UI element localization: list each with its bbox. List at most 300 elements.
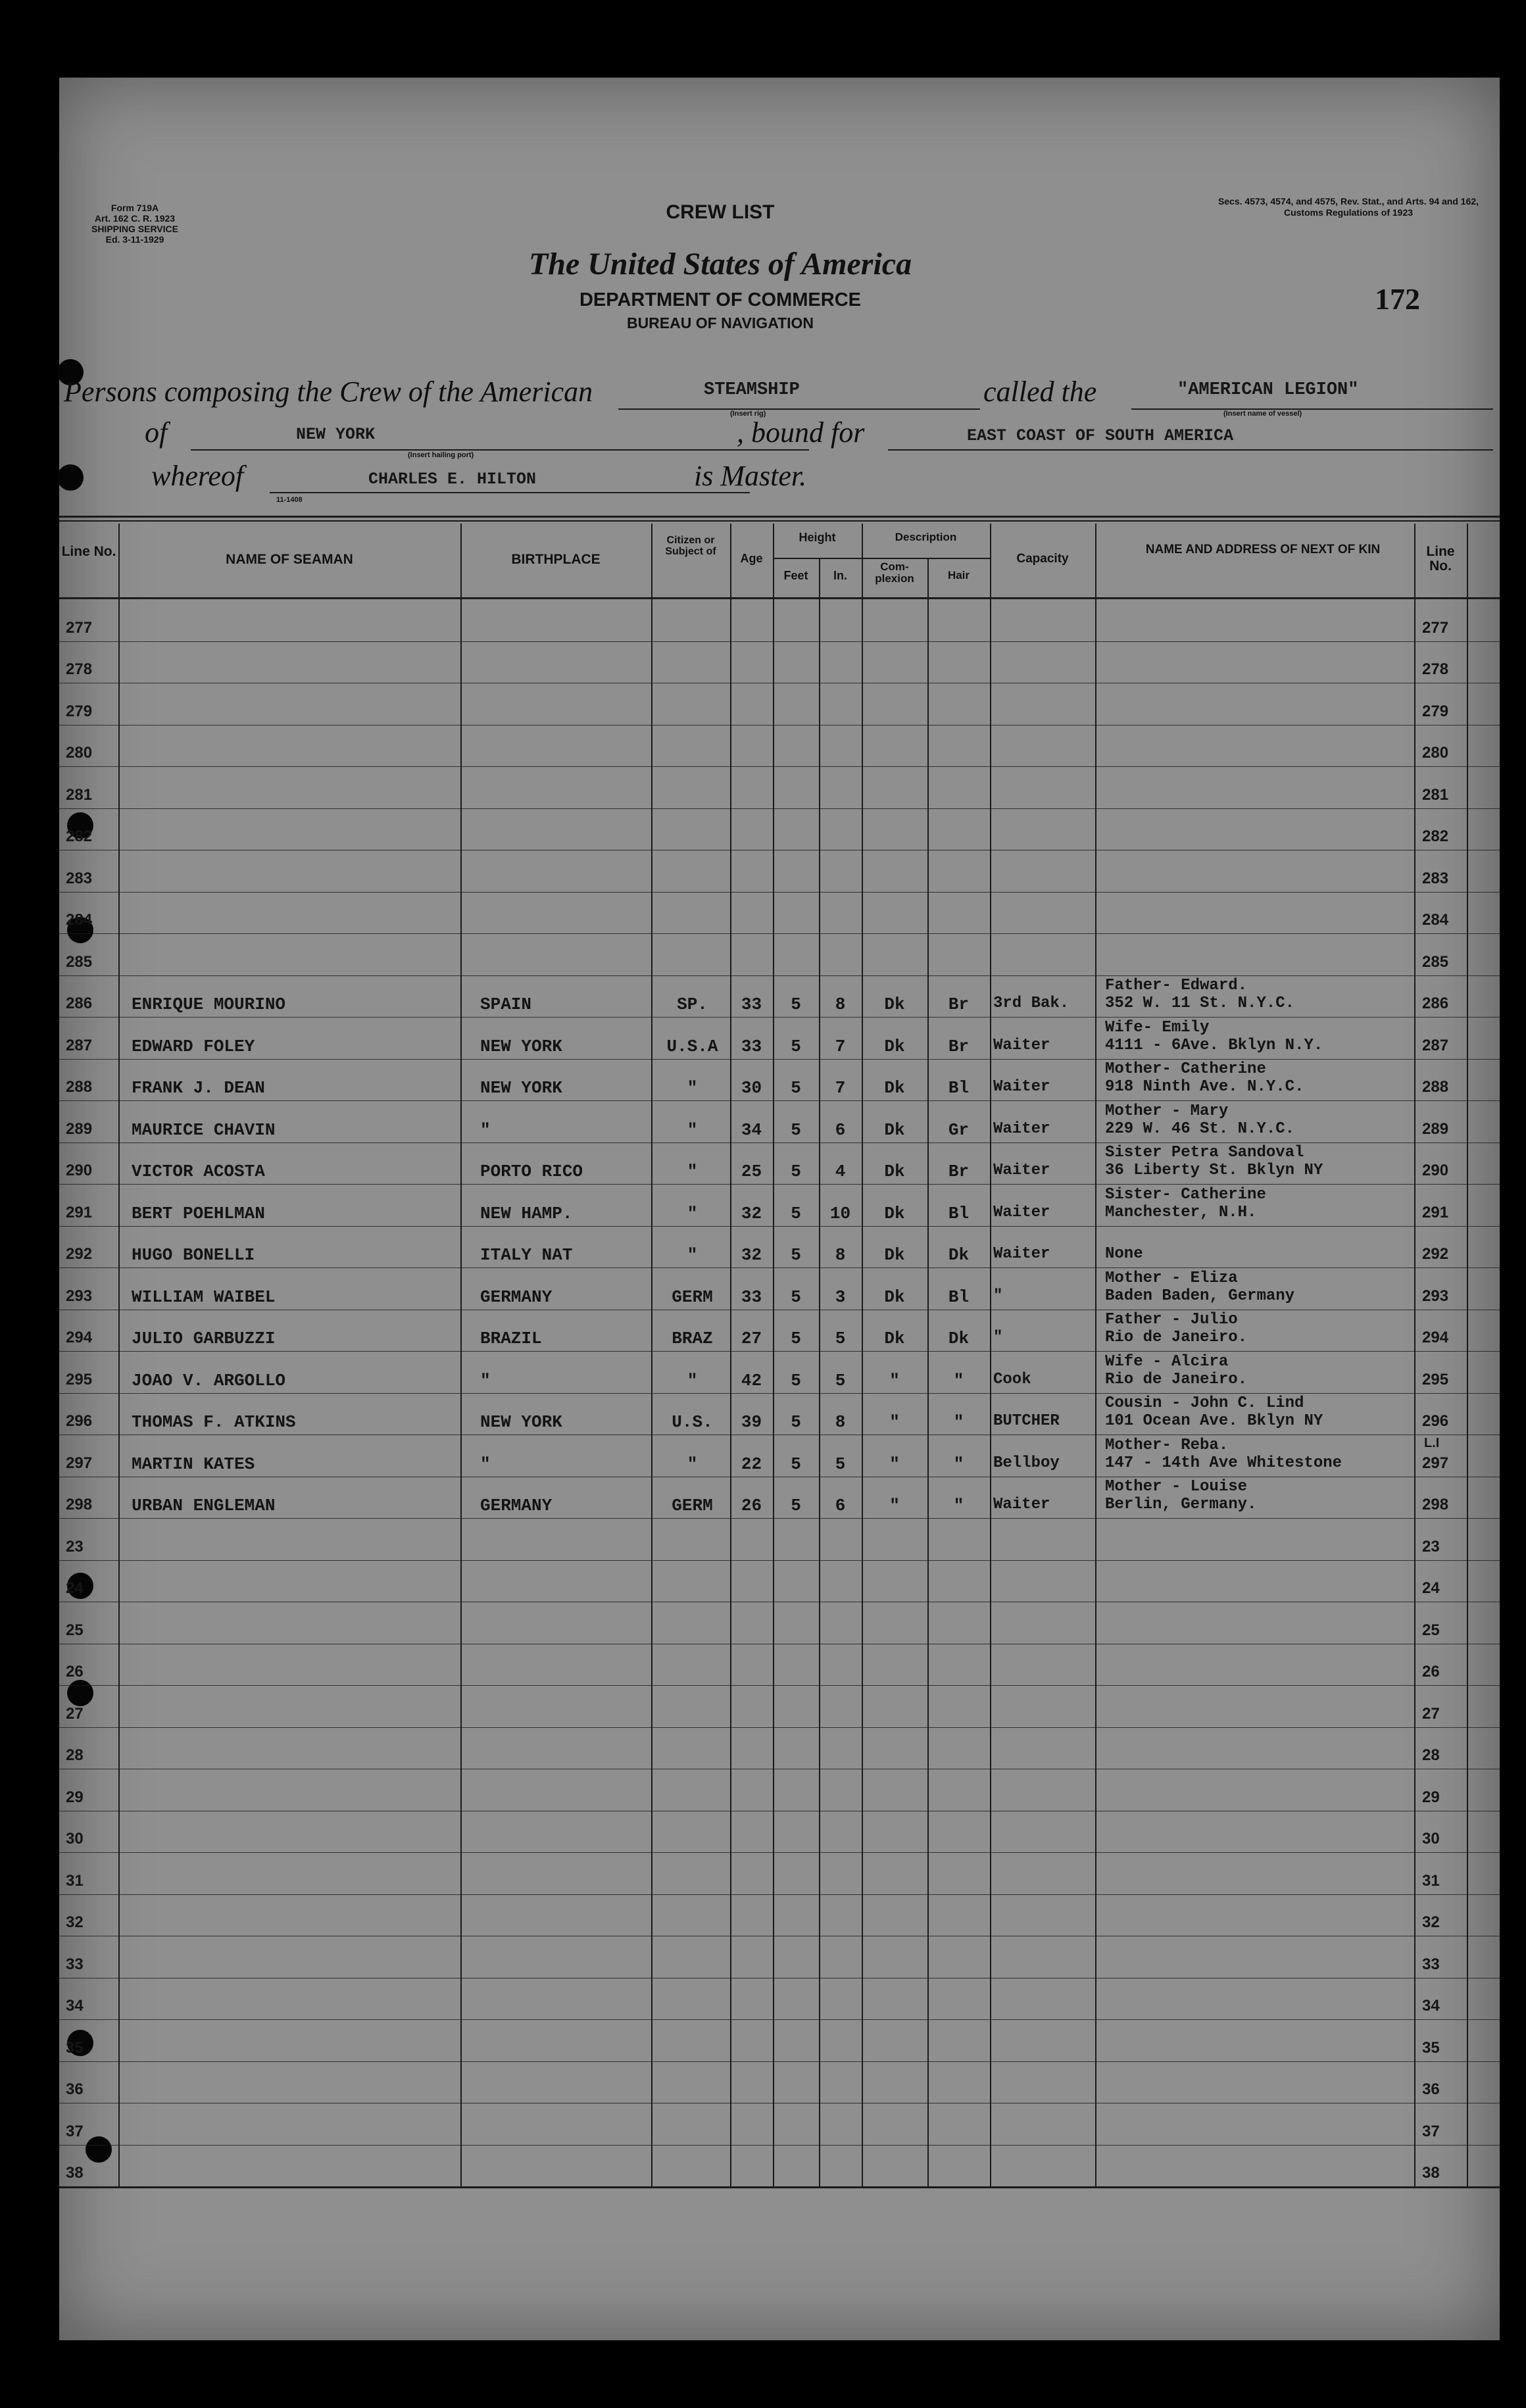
cell-kin-address: 229 W. 46 St. N.Y.C. <box>1105 1119 1295 1138</box>
nation-heading: The United States of America <box>528 247 912 282</box>
cell-birthplace: BRAZIL <box>480 1329 542 1348</box>
line-number: 279 <box>66 702 93 720</box>
cell-birthplace: GERMANY <box>480 1287 553 1307</box>
line-number: 37 <box>66 2122 84 2140</box>
cell-inches: 8 <box>835 995 846 1014</box>
cell-name: URBAN ENGLEMAN <box>132 1496 276 1515</box>
table-row <box>59 1602 1500 1644</box>
table-top-rule <box>59 516 1500 518</box>
line-number-right: 297 <box>1422 1454 1449 1472</box>
cell-capacity: Waiter <box>993 1245 1050 1263</box>
header-inches: In. <box>833 569 847 582</box>
cell-name: VICTOR ACOSTA <box>132 1162 265 1181</box>
crew-list-sheet <box>59 78 1500 2340</box>
cell-kin-address: 918 Ninth Ave. N.Y.C. <box>1105 1078 1304 1096</box>
header-hair: Hair <box>947 569 970 581</box>
table-row <box>59 766 1500 808</box>
table-row <box>59 1852 1500 1894</box>
cell-citizen: " <box>687 1162 698 1181</box>
table-row <box>59 1393 1500 1435</box>
table-row <box>59 1978 1500 2020</box>
rule <box>1131 408 1493 410</box>
cell-age: 22 <box>741 1454 762 1474</box>
line-number: 28 <box>66 1746 84 1764</box>
cell-complexion: Dk <box>884 995 905 1014</box>
line-number-right: 287 <box>1422 1036 1449 1054</box>
cell-citizen: U.S.A <box>666 1036 718 1056</box>
cell-feet: 5 <box>791 1287 801 1307</box>
table-top-rule <box>59 520 1500 522</box>
table-row <box>59 1811 1500 1853</box>
cell-kin-name: Mother - Louise <box>1105 1478 1248 1496</box>
rule <box>270 492 750 493</box>
cell-birthplace: NEW YORK <box>480 1078 562 1098</box>
cell-capacity: " <box>993 1329 1003 1346</box>
line-number: 285 <box>66 952 93 971</box>
table-row <box>59 2103 1500 2145</box>
line-number-right: 24 <box>1422 1579 1440 1597</box>
rule <box>191 449 809 451</box>
cell-hair: Br <box>948 995 970 1014</box>
table-row <box>59 1351 1500 1393</box>
cell-capacity: Waiter <box>993 1162 1050 1179</box>
table-row <box>59 808 1500 850</box>
cell-kin-address: 101 Ocean Ave. Bklyn NY <box>1105 1412 1323 1430</box>
table-row <box>59 1518 1500 1560</box>
line-number-right: 280 <box>1422 744 1449 762</box>
header-name: NAME OF SEAMAN <box>226 552 353 567</box>
cell-citizen: " <box>687 1454 698 1474</box>
cell-birthplace: " <box>480 1454 491 1474</box>
cell-citizen: " <box>687 1370 698 1390</box>
line-number: 30 <box>66 1830 84 1848</box>
cell-age: 25 <box>741 1162 762 1181</box>
line-number-right: 32 <box>1422 1913 1440 1931</box>
form-number-line: Form 719A <box>111 203 159 213</box>
line-number: 35 <box>66 2038 84 2057</box>
cell-name: FRANK J. DEAN <box>132 1078 265 1098</box>
cell-hair: " <box>953 1496 964 1515</box>
cell-hair: Dk <box>948 1245 970 1265</box>
punch-hole <box>57 464 84 491</box>
cell-feet: 5 <box>791 1036 801 1056</box>
cell-citizen: GERM <box>672 1496 713 1515</box>
table-row <box>59 1226 1500 1268</box>
line-number-right: 285 <box>1422 952 1449 971</box>
table-row <box>59 2061 1500 2103</box>
table-row <box>59 2145 1500 2187</box>
cell-kin-address: 147 - 14th Ave Whitestone <box>1105 1454 1342 1472</box>
cell-age: 42 <box>741 1370 762 1390</box>
cell-capacity: BUTCHER <box>993 1412 1060 1430</box>
header-kin: NAME AND ADDRESS OF NEXT OF KIN <box>1145 543 1381 556</box>
table-row <box>59 1685 1500 1727</box>
cell-kin-name: Wife - Alcira <box>1105 1352 1229 1371</box>
rule <box>618 408 980 410</box>
cell-complexion: Dk <box>884 1036 905 1056</box>
rule <box>888 449 1493 451</box>
cell-citizen: U.S. <box>672 1412 713 1432</box>
cell-name: JULIO GARBUZZI <box>132 1329 276 1348</box>
line-number-right: 36 <box>1422 2080 1440 2098</box>
table-row <box>59 1769 1500 1811</box>
line-number-right: 282 <box>1422 827 1449 845</box>
rule <box>773 558 990 559</box>
cell-age: 39 <box>741 1412 762 1432</box>
cell-name: HUGO BONELLI <box>132 1245 255 1265</box>
table-row <box>59 599 1500 641</box>
cell-inches: 5 <box>835 1329 846 1348</box>
cell-citizen: BRAZ <box>672 1329 713 1348</box>
line-number-right: 288 <box>1422 1078 1449 1096</box>
cell-inches: 4 <box>835 1162 846 1181</box>
cell-kin-name: Father- Edward. <box>1105 977 1248 995</box>
line-number: 296 <box>66 1412 93 1430</box>
line-number: 36 <box>66 2080 84 2098</box>
line-number: 31 <box>66 1871 84 1890</box>
cell-citizen: " <box>687 1245 698 1265</box>
cell-inches: 6 <box>835 1119 846 1140</box>
form-number-line: Ed. 3-11-1929 <box>105 234 164 245</box>
preamble-of: of <box>145 416 168 449</box>
vessel-caption: (Insert name of vessel) <box>1223 410 1302 418</box>
master-name: CHARLES E. HILTON <box>368 470 537 489</box>
cell-capacity: Waiter <box>993 1496 1050 1513</box>
cell-hair: Br <box>948 1036 970 1056</box>
line-number-right: 291 <box>1422 1203 1449 1221</box>
cell-hair: " <box>953 1412 964 1432</box>
line-number-right: 277 <box>1422 618 1449 637</box>
line-number-right: 30 <box>1422 1830 1440 1848</box>
line-number-right: 38 <box>1422 2164 1440 2182</box>
cell-birthplace: PORTO RICO <box>480 1162 583 1181</box>
cell-capacity: Waiter <box>993 1078 1050 1096</box>
table-row <box>59 1560 1500 1602</box>
cell-birthplace: NEW YORK <box>480 1036 562 1056</box>
cell-kin-name: Mother- Reba. <box>1105 1436 1229 1454</box>
line-number: 293 <box>66 1287 93 1305</box>
line-number: 281 <box>66 785 93 804</box>
preamble-persons: Persons composing the Crew of the American <box>64 376 593 408</box>
line-number: 280 <box>66 744 93 762</box>
line-number: 288 <box>66 1078 93 1096</box>
cell-birthplace: NEW YORK <box>480 1412 562 1432</box>
table-row <box>59 725 1500 767</box>
preamble-bound: , bound for <box>737 416 865 449</box>
preamble-called: called the <box>983 376 1097 408</box>
cell-age: 26 <box>741 1496 762 1515</box>
line-number: 24 <box>66 1579 84 1597</box>
cell-inches: 5 <box>835 1370 846 1390</box>
cell-birthplace: " <box>480 1370 491 1390</box>
cell-feet: 5 <box>791 1412 801 1432</box>
cell-hair: Bl <box>948 1203 970 1223</box>
cell-kin-address: Manchester, N.H. <box>1105 1203 1257 1221</box>
cell-age: 33 <box>741 1287 762 1307</box>
cell-kin-name: Wife- Emily <box>1105 1018 1210 1037</box>
line-number: 32 <box>66 1913 84 1931</box>
cell-name: ENRIQUE MOURINO <box>132 995 286 1014</box>
cell-birthplace: ITALY NAT <box>480 1245 573 1265</box>
table-row <box>59 1267 1500 1310</box>
cell-capacity: 3rd Bak. <box>993 995 1070 1012</box>
cell-capacity: Bellboy <box>993 1454 1060 1472</box>
line-number-right: 293 <box>1422 1287 1449 1305</box>
cell-name: MARTIN KATES <box>132 1454 255 1474</box>
page-number: 172 <box>1375 282 1420 316</box>
cell-name: THOMAS F. ATKINS <box>132 1412 296 1432</box>
line-number: 29 <box>66 1788 84 1806</box>
cell-citizen: " <box>687 1203 698 1223</box>
cell-complexion: Dk <box>884 1119 905 1140</box>
header-capacity: Capacity <box>1016 552 1069 566</box>
cell-complexion: Dk <box>884 1329 905 1348</box>
table-row <box>59 892 1500 934</box>
line-number-right: 23 <box>1422 1537 1440 1556</box>
header-birthplace: BIRTHPLACE <box>511 552 601 567</box>
cell-birthplace: NEW HAMP. <box>480 1203 573 1223</box>
preamble-master: is Master. <box>694 460 807 492</box>
cell-kin-address: Berlin, Germany. <box>1105 1496 1257 1513</box>
line-number-right: 35 <box>1422 2038 1440 2057</box>
table-row <box>59 1435 1500 1477</box>
cell-age: 32 <box>741 1245 762 1265</box>
header-citizen: Citizen or Subject of <box>665 535 716 557</box>
table-row <box>59 2019 1500 2061</box>
table-row <box>59 1894 1500 1936</box>
line-number: 297 <box>66 1454 93 1472</box>
line-number-right: 283 <box>1422 869 1449 887</box>
table-row <box>59 1477 1500 1519</box>
port-caption: (Insert hailing port) <box>408 451 474 459</box>
line-number-right: 278 <box>1422 660 1449 678</box>
line-number-right: 292 <box>1422 1245 1449 1263</box>
header-complexion: Com-plexion <box>875 560 914 585</box>
cell-kin-name: Mother - Eliza <box>1105 1269 1238 1287</box>
line-number-right: 31 <box>1422 1871 1440 1890</box>
cell-kin-address: 352 W. 11 St. N.Y.C. <box>1105 995 1295 1012</box>
line-number-right: 33 <box>1422 1955 1440 1973</box>
form-title: CREW LIST <box>666 201 775 223</box>
cell-capacity: Waiter <box>993 1203 1050 1221</box>
cell-name: EDWARD FOLEY <box>132 1036 255 1056</box>
table-row <box>59 1310 1500 1352</box>
cell-kin-name: Cousin - John C. Lind <box>1105 1394 1304 1412</box>
cell-inches: 3 <box>835 1287 846 1307</box>
rig-caption: (Insert rig) <box>730 410 766 418</box>
line-number-right: 37 <box>1422 2122 1440 2140</box>
cell-inches: 8 <box>835 1245 846 1265</box>
table-row <box>59 1143 1500 1185</box>
cell-kin-name: Sister Petra Sandoval <box>1105 1144 1304 1162</box>
line-number-right: 28 <box>1422 1746 1440 1764</box>
table-row <box>59 1059 1500 1101</box>
vessel-name: "AMERICAN LEGION" <box>1177 380 1359 400</box>
cell-capacity: Waiter <box>993 1036 1050 1054</box>
cell-complexion: Dk <box>884 1162 905 1181</box>
cell-hair: Gr <box>948 1119 970 1140</box>
line-number-right: 296 <box>1422 1412 1449 1430</box>
cell-complexion: Dk <box>884 1287 905 1307</box>
cell-citizen: " <box>687 1078 698 1098</box>
cell-complexion: " <box>889 1496 900 1515</box>
cell-feet: 5 <box>791 1329 801 1348</box>
margin-note: L.I <box>1424 1435 1440 1450</box>
cell-hair: Br <box>948 1162 970 1181</box>
cell-name: BERT POEHLMAN <box>132 1203 265 1223</box>
cell-kin-name: Mother- Catherine <box>1105 1060 1266 1078</box>
header-feet: Feet <box>783 569 808 582</box>
cell-kin-address: None <box>1105 1245 1143 1263</box>
line-number-right: 27 <box>1422 1704 1440 1723</box>
cell-capacity: Cook <box>993 1370 1031 1388</box>
cell-birthplace: SPAIN <box>480 995 532 1014</box>
table-row <box>59 1100 1500 1143</box>
destination: EAST COAST OF SOUTH AMERICA <box>967 426 1234 445</box>
line-number-right: 279 <box>1422 702 1449 720</box>
row-rule <box>59 2186 1500 2187</box>
header-height: Height <box>799 531 836 544</box>
line-number: 283 <box>66 869 93 887</box>
cell-feet: 5 <box>791 1203 801 1223</box>
line-number: 286 <box>66 995 93 1012</box>
cell-age: 34 <box>741 1119 762 1140</box>
line-number: 26 <box>66 1663 84 1681</box>
cell-capacity: " <box>993 1287 1003 1305</box>
line-number: 33 <box>66 1955 84 1973</box>
header-line-no: Line No. <box>61 544 116 559</box>
line-number: 23 <box>66 1537 84 1556</box>
table-row <box>59 1644 1500 1686</box>
department-heading: DEPARTMENT OF COMMERCE <box>579 289 861 310</box>
table-row <box>59 850 1500 892</box>
cell-hair: " <box>953 1454 964 1474</box>
cell-inches: 10 <box>829 1203 851 1223</box>
line-number-right: 26 <box>1422 1663 1440 1681</box>
line-number-right: 298 <box>1422 1496 1449 1513</box>
cell-kin-address: Baden Baden, Germany <box>1105 1287 1295 1305</box>
line-number-right: 286 <box>1422 995 1449 1012</box>
line-number-right: 295 <box>1422 1370 1449 1388</box>
line-number: 298 <box>66 1496 93 1513</box>
form-number-line: SHIPPING SERVICE <box>91 224 178 235</box>
cell-complexion: " <box>889 1412 900 1432</box>
line-number: 290 <box>66 1162 93 1179</box>
bureau-heading: BUREAU OF NAVIGATION <box>626 314 814 332</box>
hailing-port: NEW YORK <box>296 425 376 444</box>
header-line-no-right: Line No. <box>1426 544 1455 574</box>
cell-feet: 5 <box>791 1119 801 1140</box>
cell-feet: 5 <box>791 1370 801 1390</box>
cell-age: 27 <box>741 1329 762 1348</box>
cell-complexion: " <box>889 1370 900 1390</box>
preamble-whereof: whereof <box>151 460 244 492</box>
cell-inches: 8 <box>835 1412 846 1432</box>
line-number: 294 <box>66 1329 93 1346</box>
cell-kin-address: Rio de Janeiro. <box>1105 1370 1248 1388</box>
cell-name: WILLIAM WAIBEL <box>132 1287 276 1307</box>
line-number: 27 <box>66 1704 84 1723</box>
cell-complexion: Dk <box>884 1078 905 1098</box>
cell-hair: Bl <box>948 1287 970 1307</box>
print-code: 11-1408 <box>276 496 303 504</box>
line-number: 38 <box>66 2164 84 2182</box>
cell-inches: 5 <box>835 1454 846 1474</box>
cell-age: 32 <box>741 1203 762 1223</box>
table-row <box>59 1936 1500 1978</box>
line-number-right: 290 <box>1422 1162 1449 1179</box>
table-row <box>59 683 1500 725</box>
cell-name: JOAO V. ARGOLLO <box>132 1370 286 1390</box>
line-number-right: 29 <box>1422 1788 1440 1806</box>
line-number-right: 294 <box>1422 1329 1449 1346</box>
table-row <box>59 641 1500 683</box>
line-number-right: 25 <box>1422 1621 1440 1639</box>
cell-citizen: GERM <box>672 1287 713 1307</box>
line-number-right: 34 <box>1422 1997 1440 2015</box>
line-number: 291 <box>66 1203 93 1221</box>
line-number: 295 <box>66 1370 93 1388</box>
cell-kin-address: Rio de Janeiro. <box>1105 1329 1248 1346</box>
line-number: 25 <box>66 1621 84 1639</box>
cell-feet: 5 <box>791 1454 801 1474</box>
cell-inches: 7 <box>835 1078 846 1098</box>
line-number: 287 <box>66 1036 93 1054</box>
cell-kin-name: Sister- Catherine <box>1105 1185 1266 1204</box>
cell-feet: 5 <box>791 995 801 1014</box>
cell-kin-name: Father - Julio <box>1105 1311 1238 1329</box>
cell-feet: 5 <box>791 1496 801 1515</box>
line-number: 34 <box>66 1997 84 2015</box>
statute-citation: Secs. 4573, 4574, and 4575, Rev. Stat., and Arts. 94 and 162, Customs Regulations of 1923 <box>1218 196 1479 218</box>
table-row <box>59 1184 1500 1226</box>
cell-name: MAURICE CHAVIN <box>132 1119 276 1140</box>
cell-kin-name: Mother - Mary <box>1105 1102 1229 1120</box>
line-number: 282 <box>66 827 93 845</box>
line-number: 289 <box>66 1119 93 1138</box>
table-row <box>59 1017 1500 1059</box>
line-number: 277 <box>66 618 93 637</box>
cell-feet: 5 <box>791 1245 801 1265</box>
line-number: 278 <box>66 660 93 678</box>
cell-age: 33 <box>741 1036 762 1056</box>
cell-citizen: SP. <box>677 995 708 1014</box>
table-row <box>59 933 1500 975</box>
cell-birthplace: " <box>480 1119 491 1140</box>
form-number-line: Art. 162 C. R. 1923 <box>94 213 176 224</box>
cell-hair: Bl <box>948 1078 970 1098</box>
cell-hair: " <box>953 1370 964 1390</box>
cell-age: 30 <box>741 1078 762 1098</box>
vessel-rig: STEAMSHIP <box>704 380 800 400</box>
line-number: 292 <box>66 1245 93 1263</box>
cell-hair: Dk <box>948 1329 970 1348</box>
cell-inches: 6 <box>835 1496 846 1515</box>
line-number: 284 <box>66 911 93 929</box>
line-number-right: 284 <box>1422 911 1449 929</box>
cell-citizen: " <box>687 1119 698 1140</box>
cell-complexion: Dk <box>884 1245 905 1265</box>
line-number-right: 289 <box>1422 1119 1449 1138</box>
cell-complexion: Dk <box>884 1203 905 1223</box>
cell-feet: 5 <box>791 1162 801 1181</box>
line-number-right: 281 <box>1422 785 1449 804</box>
header-age: Age <box>740 552 763 565</box>
cell-age: 33 <box>741 995 762 1014</box>
cell-kin-address: 4111 - 6Ave. Bklyn N.Y. <box>1105 1036 1323 1054</box>
table-row <box>59 975 1500 1018</box>
cell-inches: 7 <box>835 1036 846 1056</box>
